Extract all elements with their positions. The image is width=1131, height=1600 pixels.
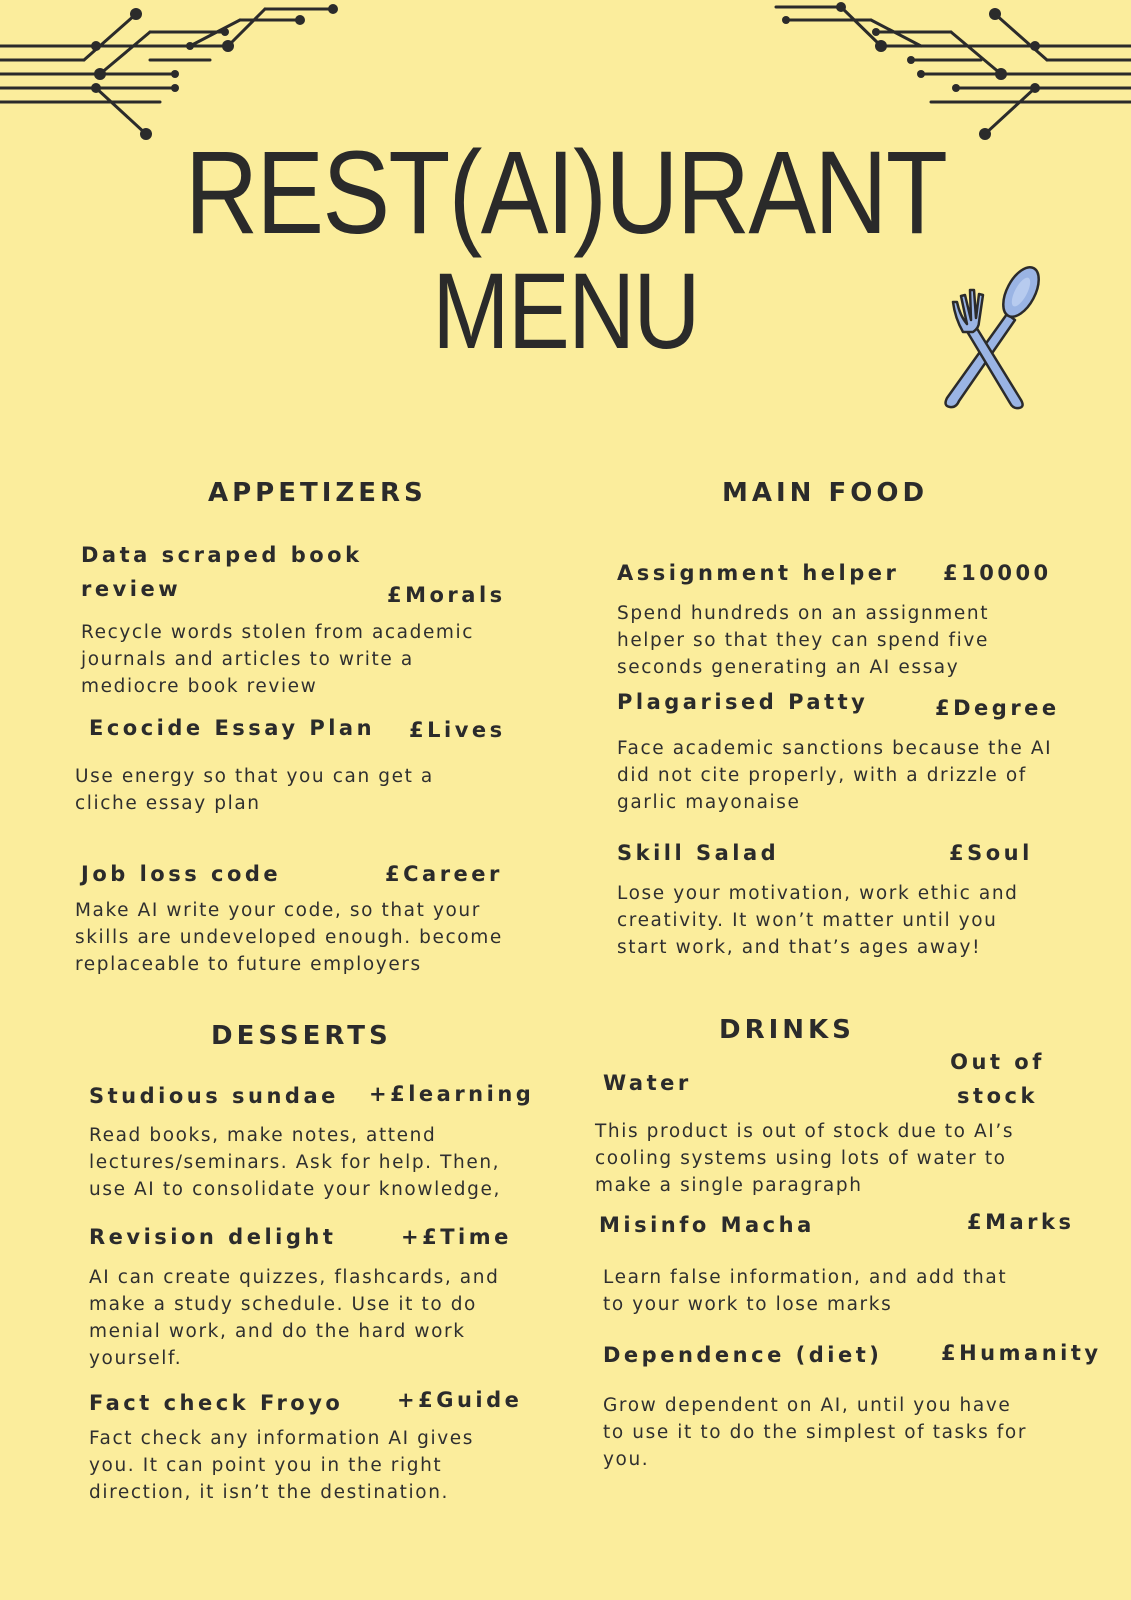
menu-item-name: Plagarised Patty	[617, 690, 869, 714]
menu-item-description: Grow dependent on AI, until you have to use it to do the simplest of tasks for you.	[603, 1395, 1028, 1470]
menu-item-description: Recycle words stolen from academic journals and articles to write a mediocre book review	[81, 622, 475, 697]
menu-item-description: Spend hundreds on an assignment helper so that they can spend five seconds generating an AI essay	[617, 603, 990, 678]
menu-item-name: Studious sundae	[89, 1084, 339, 1108]
menu-item-description: Make AI write your code, so that your skills are undeveloped enough. become replaceable to future employers	[75, 900, 503, 975]
menu-item-price: £Humanity	[941, 1341, 1102, 1365]
main-food-heading: MAIN FOOD	[722, 478, 929, 508]
drinks-heading: DRINKS	[719, 1015, 855, 1045]
menu-item-description: AI can create quizzes, flashcards, and make a study schedule. Use it to do menial work, and do the hard work yourself.	[89, 1267, 500, 1369]
menu-item-price: £Marks	[967, 1210, 1075, 1234]
menu-item-price: £10000	[943, 561, 1052, 585]
menu-item-description: Face academic sanctions because the AI did not cite properly, with a drizzle of garlic mayonaise	[617, 738, 1053, 813]
menu-subtitle: MENU	[432, 250, 699, 371]
menu-item-description: Use energy so that you can get a cliche essay plan	[75, 766, 434, 814]
menu-item-price: +£Guide	[397, 1388, 523, 1412]
menu-item-price: £Career	[385, 862, 503, 886]
menu-item-name: Job loss code	[81, 862, 282, 886]
menu-item-description: Read books, make notes, attend lectures/seminars. Ask for help. Then, use AI to consolidate your knowledge,	[89, 1125, 501, 1200]
menu-item-price: £Lives	[409, 718, 506, 742]
menu-item-price: £Morals	[387, 583, 506, 607]
fork-spoon-icon	[935, 262, 1045, 412]
menu-item-description: Lose your motivation, work ethic and creativity. It won’t matter until you start work, and that’s ages away!	[617, 883, 1019, 958]
menu-item-price: +£Time	[401, 1225, 512, 1249]
menu-item-name: Water	[603, 1071, 692, 1095]
menu-item-name: Assignment helper	[617, 561, 900, 585]
menu-item-name: Dependence (diet)	[603, 1343, 883, 1367]
menu-item-description: This product is out of stock due to AI’s cooling systems using lots of water to make a single paragraph	[595, 1121, 1015, 1196]
menu-item-description: Fact check any information AI gives you. It can point you in the right direction, it isn’t the destination.	[89, 1428, 475, 1503]
menu-item-price: +£learning	[369, 1082, 535, 1106]
menu-item-description: Learn false information, and add that to your work to lose marks	[603, 1267, 1008, 1315]
desserts-heading: DESSERTS	[211, 1021, 392, 1051]
menu-item-price: £Soul	[949, 841, 1033, 865]
menu-item-name: Skill Salad	[617, 841, 780, 865]
menu-item-price: Out of stock	[950, 1050, 1045, 1108]
menu-item-name: Revision delight	[89, 1225, 337, 1249]
menu-title: REST(AI)URANT	[184, 127, 947, 259]
menu-item-name: Data scraped book review	[81, 543, 363, 601]
menu-item-name: Ecocide Essay Plan	[89, 716, 376, 740]
menu-item-price: £Degree	[935, 696, 1060, 720]
appetizers-heading: APPETIZERS	[208, 478, 427, 508]
menu-item-name: Fact check Froyo	[89, 1391, 344, 1415]
menu-item-name: Misinfo Macha	[599, 1213, 815, 1237]
